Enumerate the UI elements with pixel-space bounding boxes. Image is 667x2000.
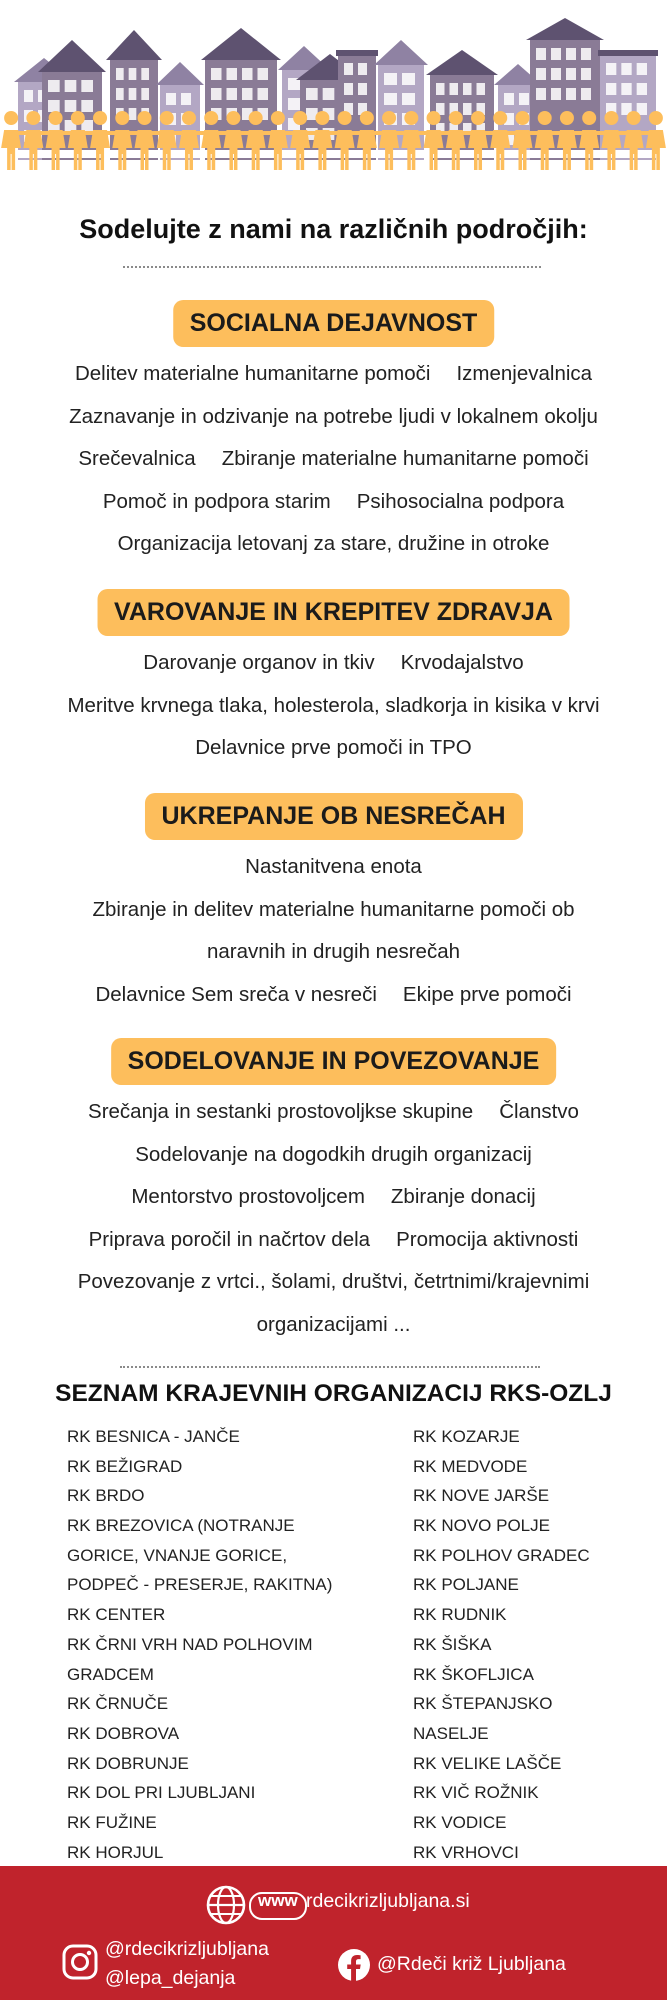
instagram-handle-2[interactable]: @lepa_dejanja [105,1967,236,1989]
organization-item: PODPEČ - PRESERJE, RAKITNA) [67,1575,333,1595]
organization-item: NASELJE [413,1723,489,1743]
activity-line [0,846,667,889]
activity-item: Mentorstvo prostovoljcem [131,1185,365,1208]
activity-item: Sodelovanje na dogodkih drugih organizacij [135,1142,532,1166]
organization-item: RK DOL PRI LJUBLJANI [67,1783,256,1803]
activity-item: Darovanje organov in tkiv [143,651,375,674]
organization-item: RK BEŽIGRAD [67,1456,183,1476]
activity-item: Zbiranje materialne humanitarne pomoči [221,447,589,470]
activity-item: Delavnice prve pomoči in TPO [195,736,472,759]
activity-line [0,1176,667,1219]
www-label: www [258,1891,298,1910]
organization-item: RK ČRNUČE [67,1694,169,1714]
activity-item: Zaznavanje in odzivanje na potrebe ljudi v lokalnem okolju [69,404,598,428]
activity-item: naravnih in drugih nesrečah [207,940,460,963]
activity-item: Izmenjevalnica [456,362,593,385]
organization-item: RK RUDNIK [413,1605,507,1625]
activity-line [0,1219,667,1262]
organization-item: RK ŠKOFLJICA [413,1664,534,1684]
organization-item: RK MEDVODE [413,1456,528,1476]
organizations-right-column [413,1422,590,1867]
activity-item: Delavnice Sem sreča v nesreči [95,982,377,1006]
houses-people-illustration [0,0,667,185]
page-title: Sodelujte z nami na različnih področjih: [79,214,588,244]
organization-item: RK ŠIŠKA [413,1634,492,1654]
activity-item: Delitev materialne humanitarne pomoči [74,362,431,385]
activity-line [0,523,667,566]
organization-item: RK VRHOVCI [413,1842,519,1862]
organization-item: RK HORJUL [67,1842,164,1862]
activity-line [0,1304,667,1347]
organizations-heading: SEZNAM KRAJEVNIH ORGANIZACIJ RKS-OZLJ [55,1380,612,1407]
section-heading-povezovanje: SODELOVANJE IN POVEZOVANJE [111,1038,557,1085]
organization-item: RK BREZOVICA (NOTRANJE [67,1516,295,1536]
activity-item: Ekipe prve pomoči [402,982,572,1006]
activity-line [0,642,667,685]
section-list-socialna [0,353,667,566]
activity-line [0,353,667,396]
facebook-handle[interactable]: @Rdeči križ Ljubljana [377,1953,566,1975]
activity-line [0,1134,667,1177]
activity-item: Priprava poročil in načrtov dela [88,1227,371,1251]
title-divider [123,266,541,268]
activity-line [0,931,667,974]
activity-line [0,685,667,728]
activity-item: Članstvo [499,1100,579,1123]
organization-item: RK ŠTEPANJSKO [413,1694,553,1714]
website-link[interactable]: rdecikrizljubljana.si [306,1890,470,1912]
organization-item: RK POLHOV GRADEC [413,1545,590,1565]
activity-item: Srečevalnica [78,447,196,470]
activity-line [0,727,667,770]
activity-item: organizacijami ... [256,1312,411,1336]
facebook-icon [337,1948,371,1982]
globe-icon [205,1884,247,1926]
activity-item: Meritve krvnega tlaka, holesterola, sladkorja in kisika v krvi [67,693,600,717]
section-list-zdravje [0,642,667,770]
activity-line [0,481,667,524]
section-list-nesrece [0,846,667,1016]
organization-item: RK DOBRUNJE [67,1753,189,1773]
instagram-handle-1[interactable]: @rdecikrizljubljana [105,1938,269,1960]
section-heading-nesrece: UKREPANJE OB NESREČAH [144,793,522,840]
activity-line [0,1091,667,1134]
section-heading-zdravje: VAROVANJE IN KREPITEV ZDRAVJA [97,589,570,636]
activity-item: Krvodajalstvo [400,651,524,674]
organization-item: GORICE, VNANJE GORICE, [67,1545,288,1565]
organization-item: RK VIČ ROŽNIK [413,1783,539,1803]
activity-item: Pomoč in podpora starim [102,489,331,513]
organization-item: RK VODICE [413,1812,507,1832]
activity-item: Zbiranje donacij [390,1185,536,1208]
activity-item: Promocija aktivnosti [396,1227,579,1251]
activity-item: Zbiranje in delitev materialne humanitarne pomoči ob [92,897,575,921]
organization-item: RK VELIKE LAŠČE [413,1753,562,1773]
organization-item: RK KOZARJE [413,1427,520,1446]
organization-item: RK NOVE JARŠE [413,1486,550,1506]
activity-line [0,438,667,481]
section-heading-socialna: SOCIALNA DEJAVNOST [173,300,495,347]
organization-item: RK DOBROVA [67,1723,180,1743]
activity-line [0,974,667,1017]
activity-item: Nastanitvena enota [245,855,422,878]
organization-item: RK BRDO [67,1486,145,1506]
organizations-left-column [67,1422,332,1867]
activity-item: Psihosocialna podpora [356,489,565,513]
organization-item: RK NOVO POLJE [413,1516,550,1536]
activity-item: Srečanja in sestanki prostovoljkse skupine [88,1100,474,1123]
organization-item: GRADCEM [67,1664,154,1684]
organization-item: RK BESNICA - JANČE [67,1427,240,1446]
footer [0,1866,667,2000]
activity-line [0,396,667,439]
list-divider [120,1366,540,1368]
activity-line [0,889,667,932]
activity-item: Organizacija letovanj za stare, družine in otroke [117,532,550,555]
organization-item: RK POLJANE [413,1575,519,1595]
activity-line [0,1261,667,1304]
organization-item: RK ČRNI VRH NAD POLHOVIM [67,1634,313,1654]
person-figure [179,111,204,170]
instagram-icon [62,1944,98,1980]
section-list-povezovanje [0,1091,667,1346]
organization-item: RK CENTER [67,1605,166,1625]
activity-item: Povezovanje z vrtci., šolami, društvi, četrtnimi/krajevnimi [77,1270,590,1293]
organization-item: RK FUŽINE [67,1812,157,1832]
